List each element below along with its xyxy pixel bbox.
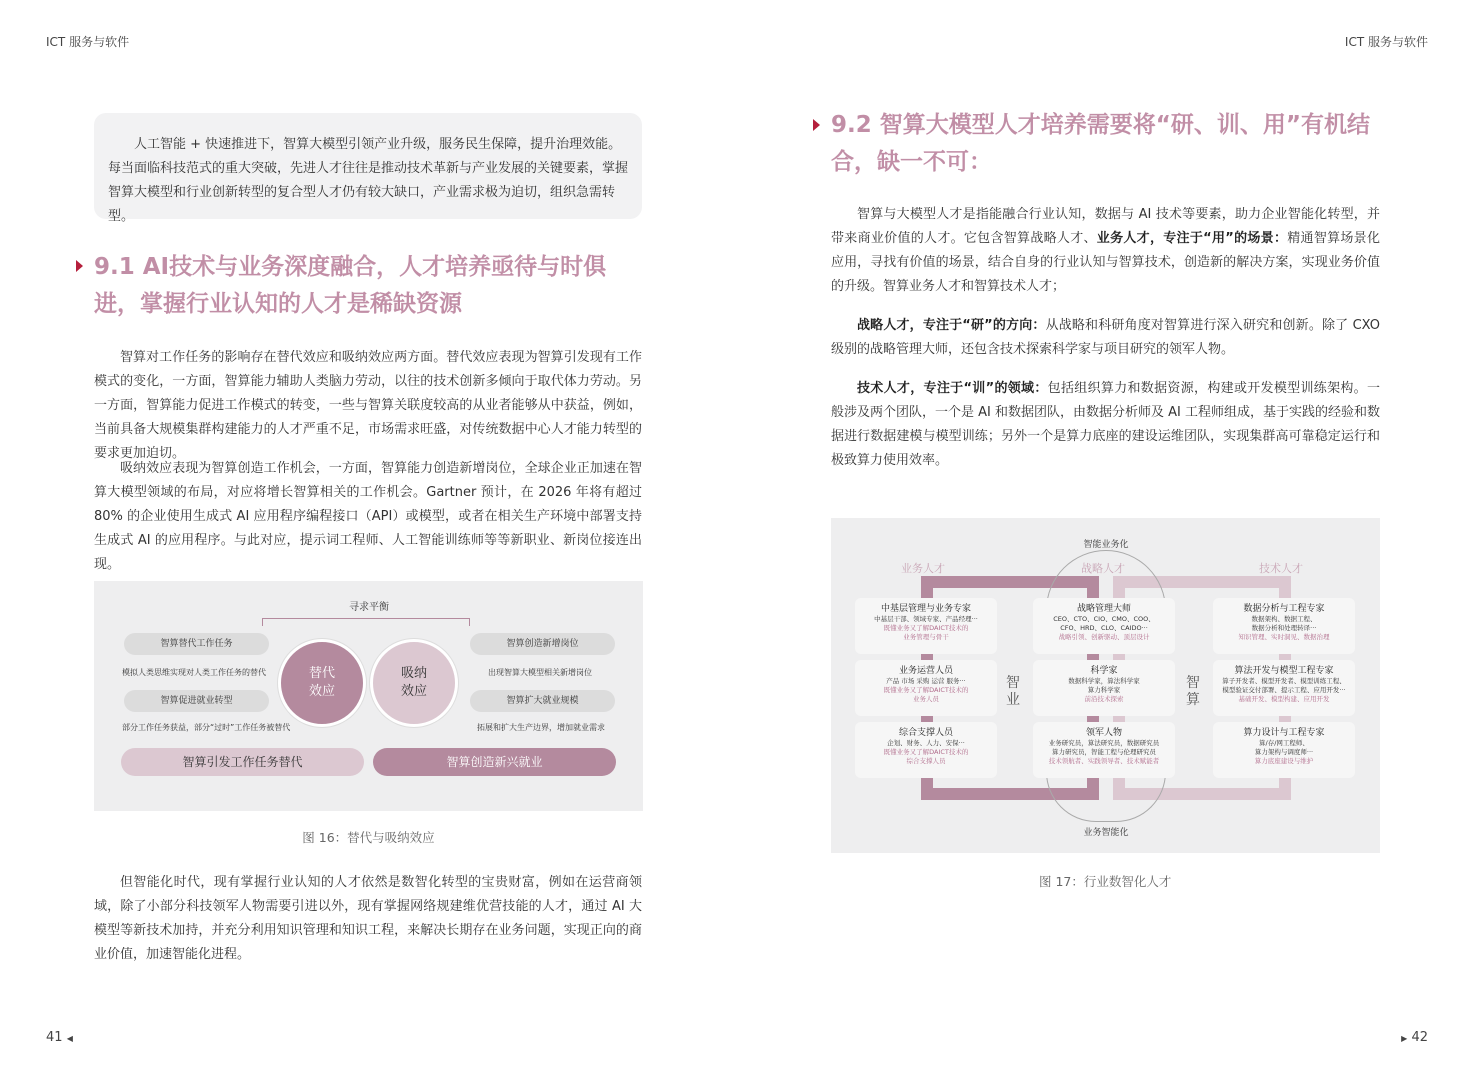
talent-box-positioning: 知识管理、实时洞见、数据治理 [1238, 633, 1330, 641]
talent-box-title: 综合支撑人员 [898, 728, 953, 738]
right-pill-1: 智算创造新增岗位 [470, 633, 615, 655]
page-number-right [1401, 1030, 1428, 1045]
figure-17-caption: 图 17：行业数智化人才 [1039, 874, 1172, 889]
bottom-label: 业务智能化 [1083, 828, 1129, 838]
talent-box-positioning: 既懂业务又了解DAICT技术的 业务管理与骨干 [883, 624, 969, 641]
paragraph-1: 智算对工作任务的影响存在替代效应和吸纳效应两方面。替代效应表现为智算引发现有工作模式的变化，一方面，智算能力辅助人类脑力劳动，以往的技术创新多倾向于取代体力劳动。另一方面，智算能力促进工作模式的转变，一些与智算关联度较高的从业者能够从中获益，例如，当前具备大规模集群构建能力的人才严重不足，市场需求旺盛，对传统数据中心人才能力转型的要求更加迫切。 [94, 350, 642, 461]
left-text-1: 模拟人类思维实现对人类工作任务的替代 [122, 668, 266, 677]
talent-box [1213, 598, 1355, 654]
talent-box-title: 科学家 [1090, 666, 1118, 676]
heading-line1: 9.2 智算大模型人才培养需要将“研、训、用”有机结 [831, 112, 1370, 138]
tech-talent-label: 技术人才 [1259, 562, 1303, 575]
talent-box-title: 中基层管理与业务专家 [880, 604, 971, 614]
section-heading-9-2 [831, 107, 1391, 181]
vertical-label-right: 智算 [1186, 675, 1200, 708]
talent-box-subtitle: 算子开发者、模型开发者、模型训练工程、 模型验证交付部署、提示工程、应用开发··· [1222, 677, 1346, 694]
talent-box [855, 598, 997, 654]
paragraph-1 [831, 203, 1380, 299]
talent-box-subtitle: 数据架构、数据工程、 数据分析和处理转译··· [1251, 615, 1317, 632]
talent-box-title: 领军人物 [1085, 728, 1122, 738]
talent-box-positioning: 既懂业务又了解DAICT技术的 综合支撑人员 [883, 748, 969, 765]
talent-box-subtitle: 业务研究员，算法研究员，数据研究员 算力研究员，智能工程与伦理研究员 [1048, 739, 1160, 756]
talent-box [855, 660, 997, 716]
talent-box-title: 算法开发与模型工程专家 [1234, 666, 1334, 676]
para1-bold: 业务人才，专注于“用”的场景： [1096, 231, 1288, 246]
talent-box-positioning: 基础开发、模型构建、应用开发 [1238, 695, 1330, 703]
header-right: ICT 服务与软件 [1344, 35, 1428, 49]
page-number-right-value: 42 [1411, 1030, 1428, 1045]
talent-box [1213, 722, 1355, 778]
bottom-right-pill: 智算创造新兴就业 [373, 748, 616, 776]
vertical-label-left: 智业 [1006, 675, 1020, 708]
talent-box-positioning: 算力底座建设与维护 [1254, 757, 1314, 765]
paragraph-2 [831, 314, 1380, 362]
strategy-talent-label: 战略人才 [1081, 562, 1125, 575]
page-number-left-value: 41 [46, 1030, 63, 1045]
talent-box-title: 算力设计与工程专家 [1243, 728, 1325, 738]
balance-bracket [262, 618, 470, 626]
para1-text-c: 精通智算场景化应用，寻找有价值的场景，结合自身的行业认知与智算技术，创造新的解决方案，实现业务价值的升级。智算业务人才和智算技术人才； [831, 231, 1380, 294]
bottom-left-pill: 智算引发工作任务替代 [121, 748, 364, 776]
talent-box [1213, 660, 1355, 716]
para3-text: 包括组织算力和数据资源，构建或开发模型训练架构。一般涉及两个团队，一个是 AI 和数据团队，由数据分析师及 AI 工程师组成，基于实践的经验和数据进行数据建模与模型训练；另外一个是算力底座的建设运维团队，实现集群高可靠稳定运行和极致算力使用效率。 [831, 381, 1380, 468]
left-pill-2: 智算促进就业转型 [124, 690, 269, 712]
balance-label: 寻求平衡 [349, 602, 389, 613]
talent-box [1033, 722, 1175, 778]
heading-line2: 进，掌握行业认知的人才是稀缺资源 [94, 291, 462, 317]
para3-bold: 技术人才，专注于“训”的领域： [857, 381, 1048, 396]
absorption-effect-circle: 吸纳 效应 [370, 639, 458, 727]
talent-box-positioning: 技术领航者、实践领导者、技术赋能者 [1048, 757, 1160, 765]
talent-box [1033, 598, 1175, 654]
talent-box-title: 业务运营人员 [898, 666, 953, 676]
right-arrow-icon: ▶ [1401, 1034, 1408, 1043]
heading-triangle-icon [813, 119, 820, 131]
left-pill-1: 智算替代工作任务 [124, 633, 269, 655]
para2-text: 从战略和科研角度对智算进行深入研究和创新。除了 CXO 级别的战略管理大师，还包含技术探索科学家与项目研究的领军人物。 [831, 318, 1380, 357]
figure-16 [94, 581, 643, 811]
talent-box [1033, 660, 1175, 716]
talent-box-subtitle: 企划、财务、人力、安保··· [887, 739, 965, 747]
header-left: ICT 服务与软件 [46, 35, 130, 49]
para1-text-a: 智算与大模型人才是指能融合行业认知，数据与 AI 技术等要素，助力企业智能化转型，并带来商业价值的人才。它包含智算战略人才、 [831, 207, 1380, 246]
intro-box: 人工智能 + 快速推进下，智算大模型引领产业升级，服务民生保障，提升治理效能。每当面临科技范式的重大突破，先进人才往往是推动技术革新与产业发展的关键要素，掌握智算大模型和行业创新转型的复合型人才仍有较大缺口，产业需求极为迫切，组织急需转型。 [94, 113, 642, 219]
paragraph-3 [831, 377, 1380, 473]
paragraph-3: 但智能化时代，现有掌握行业认知的人才依然是数智化转型的宝贵财富，例如在运营商领域，除了小部分科技领军人物需要引进以外，现有掌握网络规建维优营技能的人才，通过 AI 大模型等新技术加持，并充分利用知识管理和知识工程，来解决长期存在业务问题，实现正向的商业价值，加速智能化进程。 [94, 875, 642, 962]
top-label: 智能业务化 [1083, 540, 1129, 550]
left-text-2: 部分工作任务获益，部分“过时”工作任务被替代 [122, 723, 291, 732]
talent-box-positioning: 前沿技术探索 [1084, 695, 1124, 703]
bottom-arc [1046, 772, 1166, 822]
page-number-left [46, 1030, 73, 1045]
figure-16-caption: 图 16：替代与吸纳效应 [302, 830, 435, 845]
talent-box-positioning: 既懂业务又了解DAICT技术的 业务人员 [883, 686, 969, 703]
right-text-1: 出现智算大模型相关新增岗位 [488, 668, 592, 677]
right-text-2: 拓展和扩大生产边界，增加就业需求 [477, 723, 605, 732]
section-heading-9-1 [94, 249, 654, 323]
talent-box-positioning: 战略引领、创新驱动、顶层设计 [1058, 633, 1150, 641]
substitution-effect-circle: 替代 效应 [278, 639, 366, 727]
heading-line2: 合，缺一不可： [831, 149, 992, 175]
business-talent-label: 业务人才 [901, 562, 945, 575]
talent-box-subtitle: 产品 市场 采购 运营 服务··· [886, 677, 966, 685]
talent-box-title: 数据分析与工程专家 [1243, 604, 1325, 614]
talent-box-subtitle: 数据科学家，算法科学家 算力科学家 [1068, 677, 1140, 694]
right-pill-2: 智算扩大就业规模 [470, 690, 615, 712]
talent-box-subtitle: CEO、CTO、CIO、CMO、COO、 CFO、HRD、CLO、CAIDO··· [1053, 615, 1155, 632]
talent-box [855, 722, 997, 778]
talent-box-subtitle: 算/存/网工程师、 算力架构与调度师··· [1254, 739, 1314, 756]
figure-17 [831, 518, 1380, 853]
heading-line1: 9.1 AI技术与业务深度融合，人才培养亟待与时俱 [94, 254, 607, 280]
left-arrow-icon: ◀ [66, 1034, 73, 1043]
para2-bold: 战略人才，专注于“研”的方向： [857, 318, 1046, 333]
heading-triangle-icon [76, 260, 83, 272]
paragraph-2: 吸纳效应表现为智算创造工作机会，一方面，智算能力创造新增岗位，全球企业正加速在智算大模型领域的布局，对应将增长智算相关的工作机会。Gartner 预计，在 2026 年将有超过 80% 的企业使用生成式 AI 应用程序编程接口（API）或模型，或者在相关生产环境中部署支持生成式 AI 的应用程序。与此对应，提示词工程师、人工智能训练师等等新职业、新岗位接连出现。 [94, 461, 642, 572]
talent-box-subtitle: 中基层干部、领域专家、产品经理··· [874, 615, 978, 623]
talent-box-title: 战略管理大师 [1076, 604, 1131, 614]
